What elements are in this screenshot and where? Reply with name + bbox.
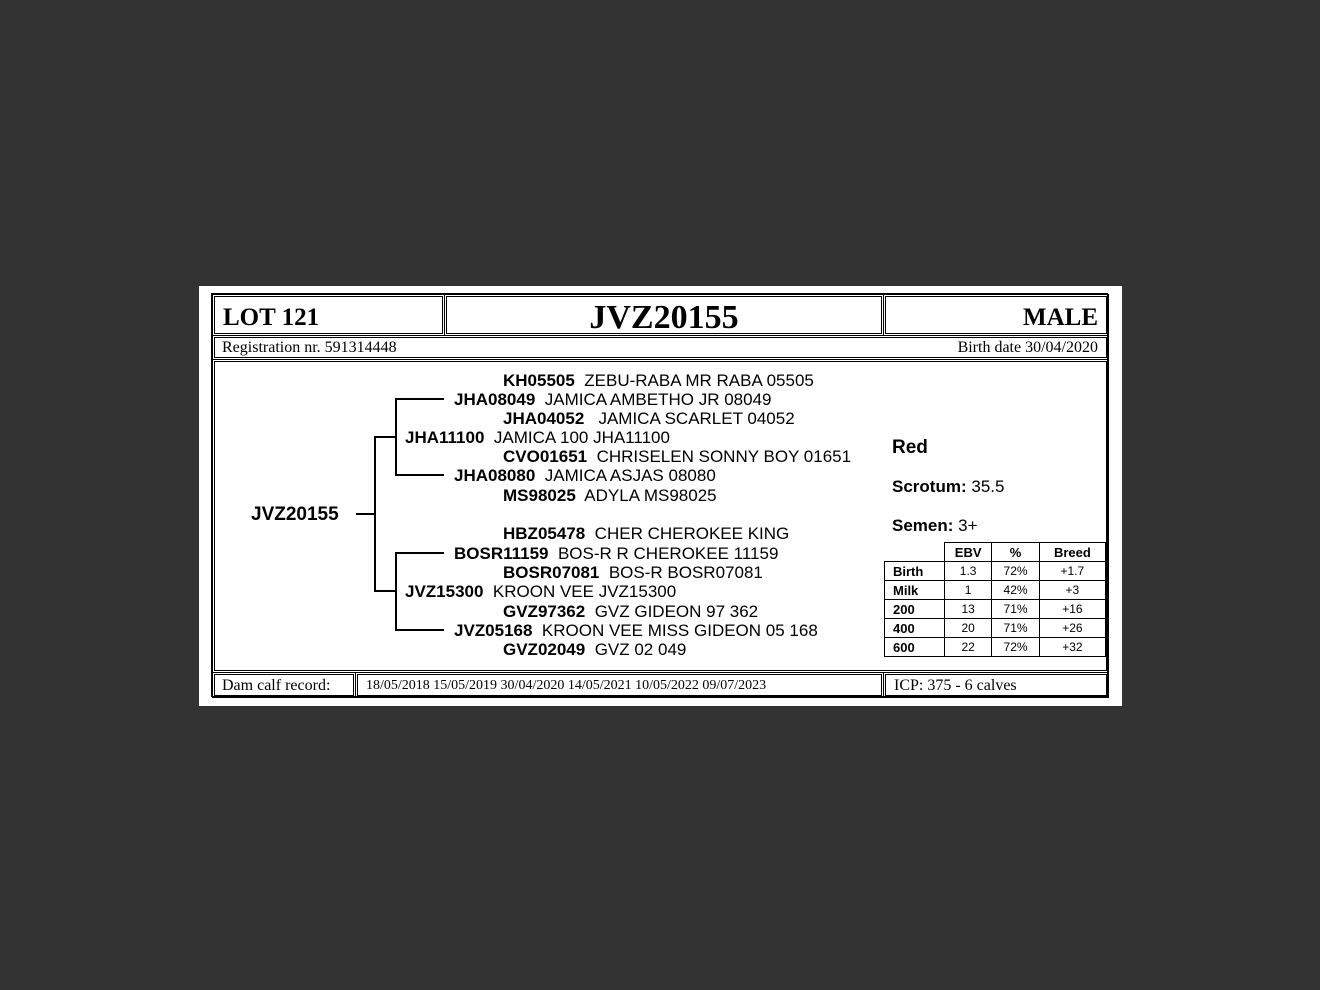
dam-calf-record-dates-box (355, 672, 884, 698)
ebv-row (885, 562, 1106, 581)
dam-calf-record-dates: 18/05/2018 15/05/2019 30/04/2020 14/05/2021 10/05/2022 09/07/2023 (366, 678, 767, 693)
ebv-cell: 20 (944, 619, 991, 638)
ebv-row (885, 619, 1106, 638)
pedigree-sire-dam: JHA08080 JAMICA ASJAS 08080 (454, 466, 716, 485)
pedigree-dam-sire-dam: BOSR07081 BOS-R BOSR07081 (503, 563, 763, 582)
ebv-row-label: 600 (885, 638, 945, 657)
ebv-cell: +26 (1039, 619, 1105, 638)
pedigree-dam-sire: BOSR11159 BOS-R R CHEROKEE 11159 (454, 544, 779, 563)
pedigree-dam-dam: JVZ05168 KROON VEE MISS GIDEON 05 168 (454, 621, 818, 640)
subject-connector (356, 513, 375, 515)
dam-calf-record-label-box (212, 672, 356, 698)
pedigree-sire-sire-sire: KH05505 ZEBU-RABA MR RABA 05505 (503, 371, 814, 390)
pedigree-panel (212, 359, 1109, 673)
registration-row (212, 335, 1109, 360)
ebv-header-ebv: EBV (944, 543, 991, 562)
ebv-row-label: 200 (885, 600, 945, 619)
animal-id: JVZ20155 (589, 299, 739, 336)
icp-box (883, 672, 1109, 698)
pedigree-dam-dam-sire: GVZ97362 GVZ GIDEON 97 362 (503, 602, 759, 621)
ebv-cell: 71% (992, 600, 1039, 619)
ebv-header-breed: Breed (1039, 543, 1105, 562)
icp-value: ICP: 375 - 6 calves (894, 677, 1017, 694)
sire-connector (374, 436, 396, 438)
semen-grade: Semen: 3+ (892, 516, 978, 535)
scrotum-measure: Scrotum: 35.5 (892, 477, 1005, 496)
sire-sire-connector (395, 398, 444, 400)
ebv-row (885, 600, 1106, 619)
pedigree-dam: JVZ15300 KROON VEE JVZ15300 (405, 582, 677, 601)
pedigree-dam-sire-sire: HBZ05478 CHER CHEROKEE KING (503, 524, 790, 543)
ebv-header-row (885, 543, 1106, 562)
ebv-cell: +32 (1039, 638, 1105, 657)
pedigree-sire-sire: JHA08049 JAMICA AMBETHO JR 08049 (454, 390, 772, 409)
pedigree-subject: JVZ20155 (251, 504, 339, 525)
parents-vertical (374, 436, 376, 592)
animal-sex: MALE (1023, 304, 1098, 331)
ebv-row (885, 638, 1106, 657)
ebv-cell: +3 (1039, 581, 1105, 600)
sire-branch-vertical (395, 398, 397, 475)
registration-number: Registration nr. 591314448 (222, 339, 397, 356)
ebv-row-label: Milk (885, 581, 945, 600)
pedigree-sire-sire-dam: JHA04052 JAMICA SCARLET 04052 (503, 409, 795, 428)
ebv-cell: +1.7 (1039, 562, 1105, 581)
ebv-cell: 71% (992, 619, 1039, 638)
ebv-header-pct: % (992, 543, 1039, 562)
pedigree-sire: JHA11100 JAMICA 100 JHA11100 (405, 428, 670, 447)
ebv-cell: 72% (992, 638, 1039, 657)
lot-number: LOT 121 (223, 304, 320, 331)
ebv-row-label: Birth (885, 562, 945, 581)
ebv-cell: 1 (944, 581, 991, 600)
dam-sire-connector (395, 552, 444, 554)
sex-box (883, 294, 1109, 336)
ebv-cell: 72% (992, 562, 1039, 581)
ebv-cell: 1.3 (944, 562, 991, 581)
dam-calf-record-label: Dam calf record: (222, 677, 331, 694)
birth-date: Birth date 30/04/2020 (957, 339, 1098, 356)
ebv-cell: 13 (944, 600, 991, 619)
dam-branch-vertical (395, 552, 397, 630)
dam-dam-connector (395, 629, 444, 631)
dam-connector (374, 590, 396, 592)
pedigree-dam-dam-dam: GVZ02049 GVZ 02 049 (503, 640, 687, 659)
coat-color: Red (892, 437, 928, 458)
ebv-row (885, 581, 1106, 600)
ebv-cell: 42% (992, 581, 1039, 600)
ebv-cell: 22 (944, 638, 991, 657)
animal-id-box (444, 294, 884, 336)
lot-box (212, 294, 445, 336)
lot-card (199, 286, 1122, 706)
ebv-header-blank (885, 543, 945, 562)
ebv-row-label: 400 (885, 619, 945, 638)
ebv-cell: +16 (1039, 600, 1105, 619)
sire-dam-connector (395, 474, 444, 476)
pedigree-sire-dam-sire: CVO01651 CHRISELEN SONNY BOY 01651 (503, 447, 852, 466)
card-frame (211, 293, 1108, 697)
ebv-table (884, 542, 1106, 657)
pedigree-sire-dam-dam: MS98025 ADYLA MS98025 (503, 486, 717, 505)
